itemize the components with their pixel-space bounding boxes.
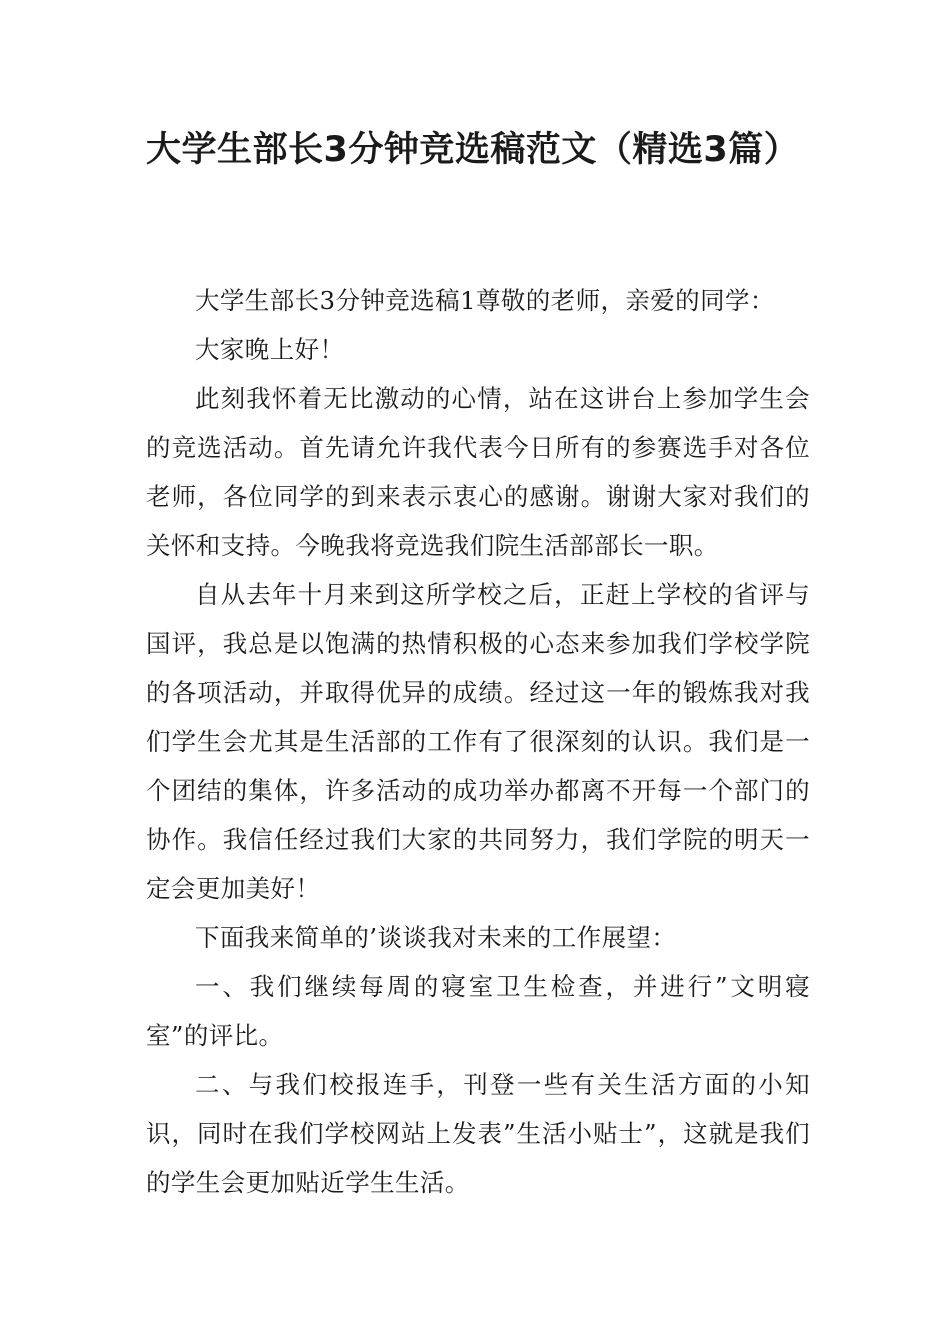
- document-title: 大学生部长3分钟竞选稿范文（精选3篇）: [146, 130, 800, 170]
- paragraph: 二、与我们校报连手，刊登一些有关生活方面的小知识，同时在我们学校网站上发表”生活小贴士”，这就是我们的学生会更加贴近学生生活。: [146, 1070, 810, 1197]
- paragraph: 下面我来简单的’谈谈我对未来的工作展望：: [195, 923, 677, 952]
- document-body: [146, 276, 810, 1207]
- paragraph: 大家晚上好！: [195, 335, 345, 364]
- paragraph: 自从去年十月来到这所学校之后，正赶上学校的省评与国评，我总是以饱满的热情积极的心态来参加我们学校学院的各项活动，并取得优异的成绩。经过这一年的锻炼我对我们学生会尤其是生活部的工作有了很深刻的认识。我们是一个团结的集体，许多活动的成功举办都离不开每一个部门的协作。我信任经过我们大家的共同努力，我们学院的明天一定会更加美好！: [146, 580, 810, 903]
- paragraph: 一、我们继续每周的寝室卫生检查，并进行”文明寝室”的评比。: [146, 972, 810, 1050]
- paragraph: 此刻我怀着无比激动的心情，站在这讲台上参加学生会的竞选活动。首先请允许我代表今日所有的参赛选手对各位老师，各位同学的到来表示衷心的感谢。谢谢大家对我们的关怀和支持。今晚我将竞选我们院生活部部长一职。: [146, 384, 810, 560]
- paragraph: 大学生部长3分钟竞选稿1尊敬的老师，亲爱的同学：: [195, 286, 775, 315]
